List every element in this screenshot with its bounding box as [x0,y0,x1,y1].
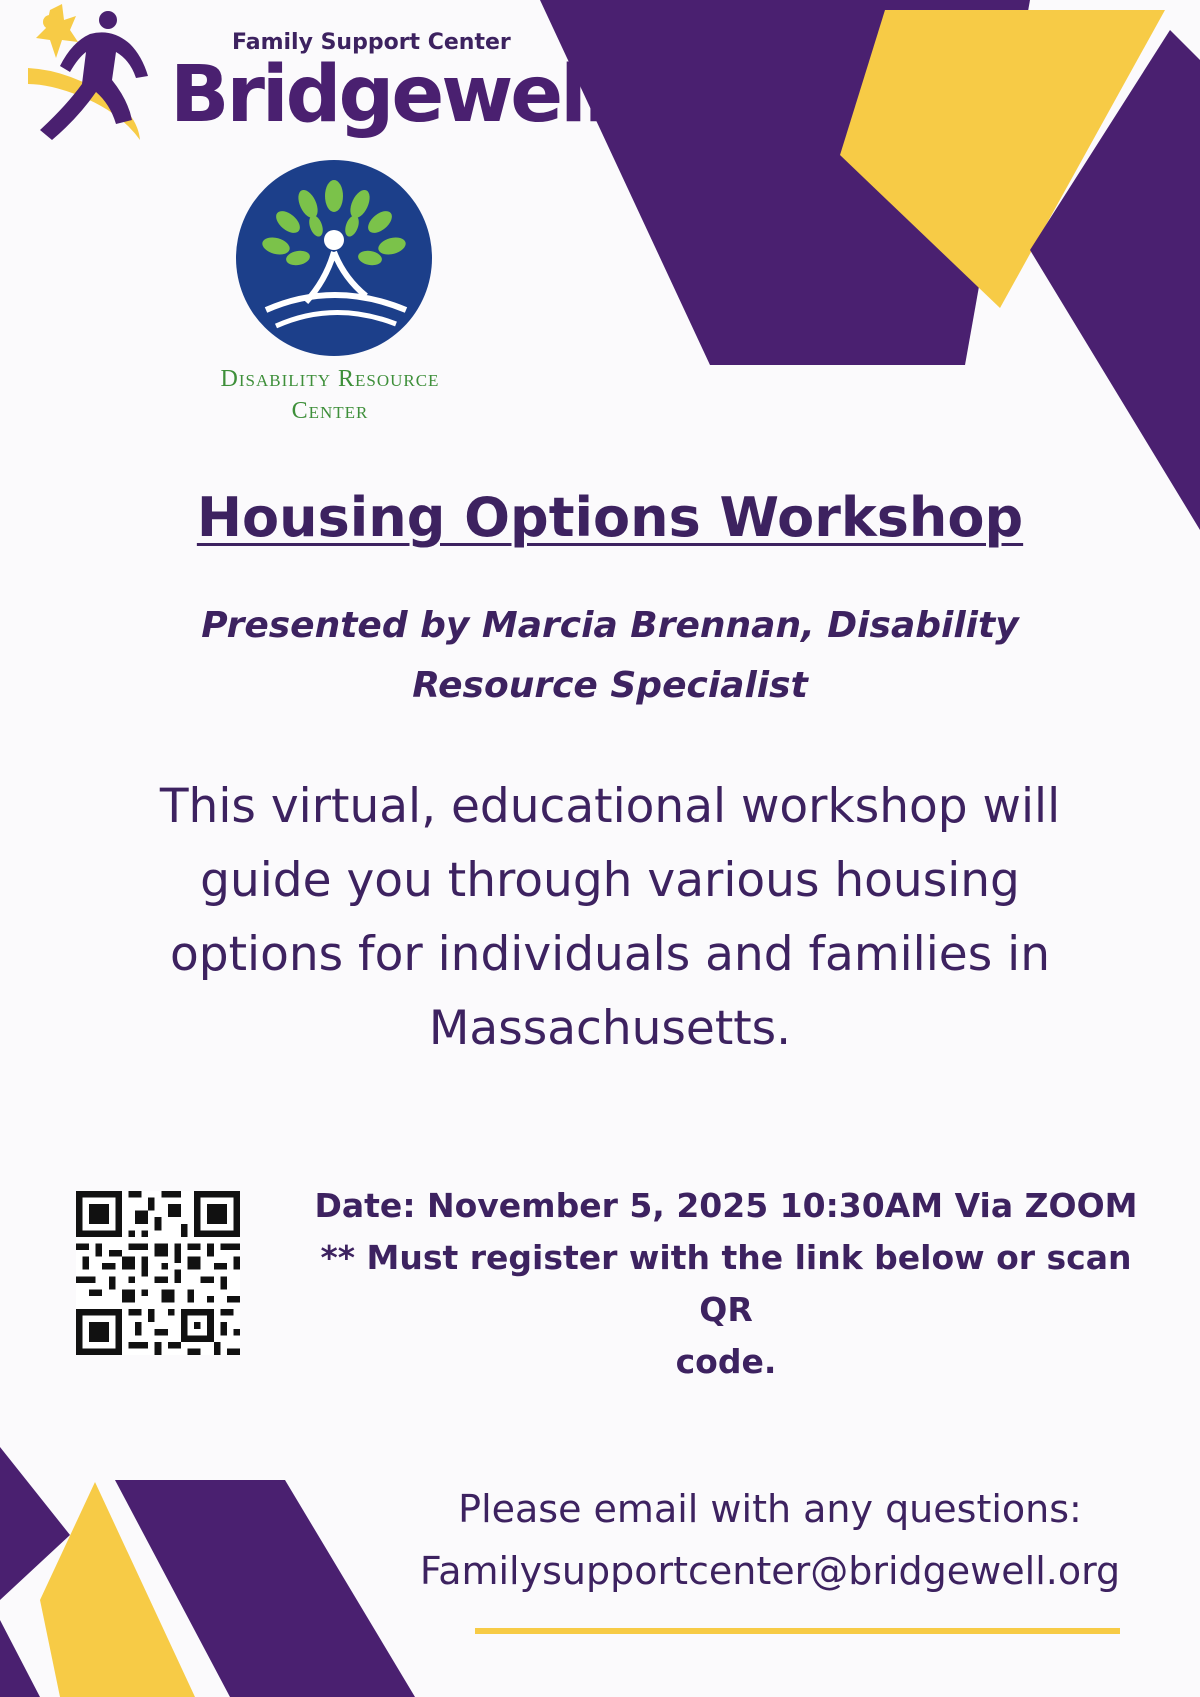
description-line1: This virtual, educational workshop will [159,779,1061,834]
drc-name [180,363,480,427]
description-line4: Massachusetts. [428,1001,792,1056]
drc-name-line1: Disability Resource [220,366,440,392]
accent-divider [475,1628,1120,1634]
presenter-line2: Resource Specialist [412,665,808,706]
workshop-title: Housing Options Workshop [196,486,1024,549]
top-right-stripes [540,0,1200,530]
workshop-description [90,770,1130,1066]
registration-note-end: code. [675,1342,777,1381]
bridgewell-logo [20,0,608,160]
contact-info [360,1478,1180,1602]
drc-name-line2: Center [291,398,369,424]
presenter-line1: Presented by Marcia Brennan, Disability [201,605,1019,646]
drc-logo [180,160,480,435]
registration-note: ** Must register with the link below or scan QR [320,1238,1132,1329]
bottom-left-stripes [0,1447,415,1697]
presenter-text [150,596,1070,716]
event-details [296,1180,1156,1388]
qr-code-icon[interactable] [76,1191,240,1355]
event-date: Date: November 5, 2025 10:30AM Via ZOOM [314,1186,1138,1225]
figure-swoosh-icon [20,0,160,155]
bridgewell-name: Bridgewell [170,50,608,140]
description-line3: options for individuals and families in [170,927,1050,982]
contact-prompt: Please email with any questions: [458,1487,1082,1531]
description-line2: guide you through various housing [200,853,1020,908]
tree-circle-icon [236,160,432,356]
bridgewell-tagline: Family Support Center [232,30,511,55]
contact-email-link[interactable]: Familysupportcenter@bridgewell.org [419,1549,1121,1593]
